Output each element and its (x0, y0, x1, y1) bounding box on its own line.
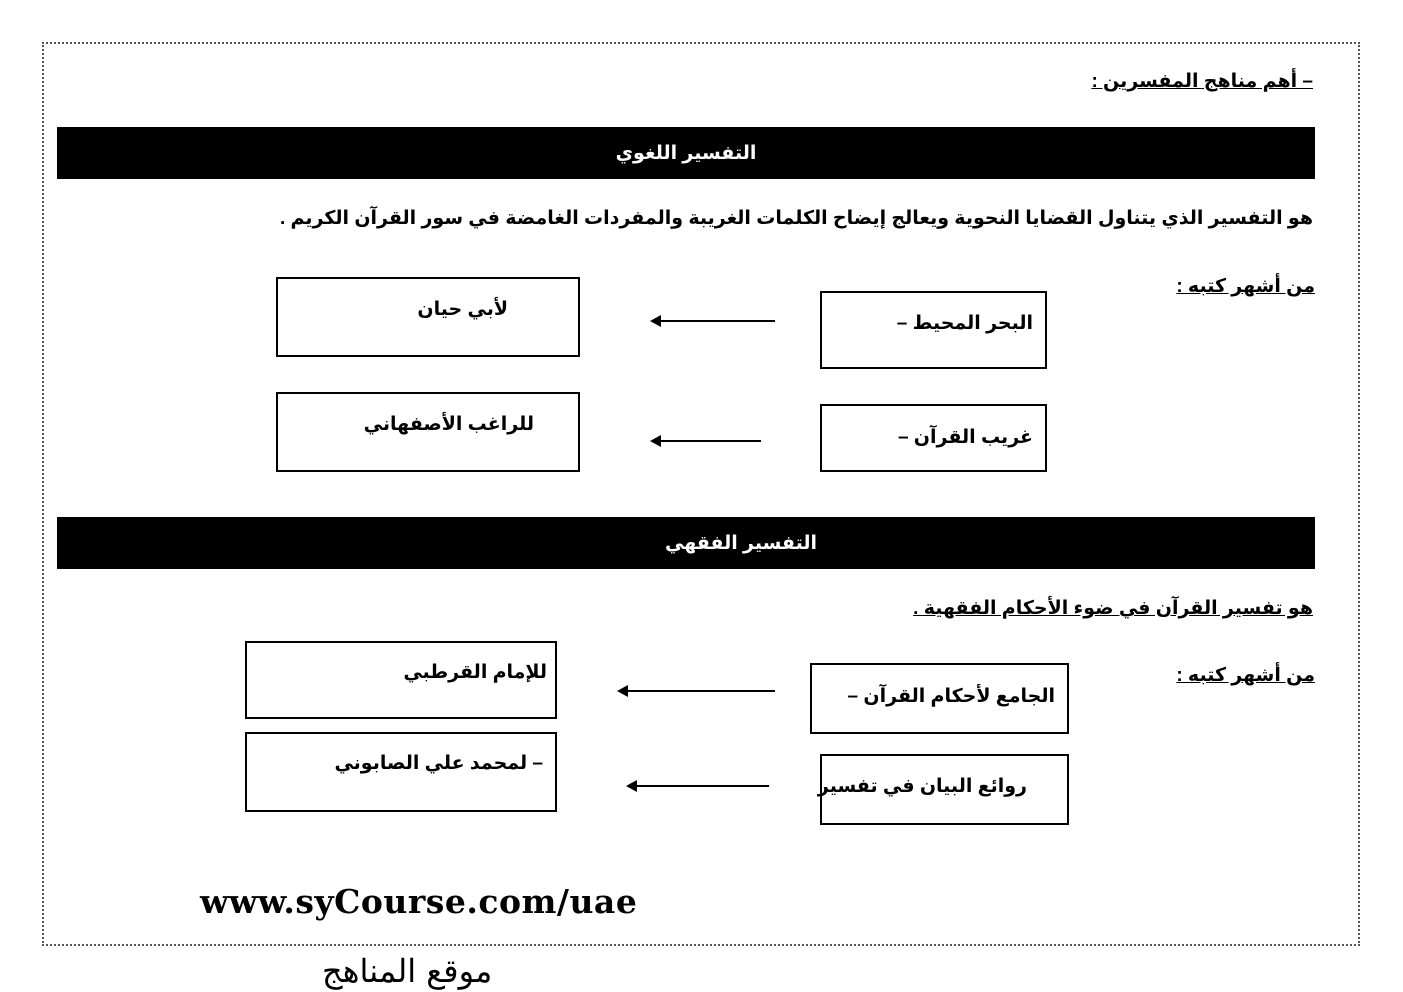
books-label: من أشهر كتبه : (1176, 276, 1315, 297)
book-title: غريب القرآن – (897, 427, 1033, 448)
section-definition: هو التفسير الذي يتناول القضايا النحوية ويعالج إيضاح الكلمات الغريبة والمفردات الغامضة في سور القرآن الكريم . (279, 208, 1313, 229)
arrow-icon (627, 690, 775, 692)
section-title: التفسير الفقهي (664, 532, 818, 554)
website-url: www.syCourse.com/uae (200, 882, 638, 921)
author-box (276, 277, 580, 357)
site-name: موقع المناهج (322, 952, 493, 990)
arrow-icon (660, 440, 761, 442)
book-box (820, 404, 1047, 472)
author-box (276, 392, 580, 472)
page-heading: – أهم مناهج المفسرين : (1091, 71, 1313, 92)
section-header-linguistic (57, 127, 1315, 179)
book-title: الجامع لأحكام القرآن – (847, 686, 1055, 707)
author-box (245, 641, 557, 719)
book-box (810, 663, 1069, 734)
arrow-icon (660, 320, 775, 322)
book-author: لأبي حيان (417, 299, 508, 320)
author-box (245, 732, 557, 812)
book-box (820, 291, 1047, 369)
book-author: – لمحمد علي الصابوني (334, 753, 543, 774)
section-definition: هو تفسير القرآن في ضوء الأحكام الفقهية . (913, 598, 1313, 619)
book-title: البحر المحيط – (896, 313, 1033, 334)
section-header-jurisprudential (57, 517, 1315, 569)
book-box (817, 754, 1069, 825)
book-title: روائع البيان في تفسير (817, 776, 1027, 797)
section-title: التفسير اللغوي (615, 142, 757, 164)
book-author: للراغب الأصفهاني (363, 414, 534, 435)
arrow-icon (636, 785, 769, 787)
books-label: من أشهر كتبه : (1176, 665, 1315, 686)
book-author: للإمام القرطبي (403, 662, 547, 683)
